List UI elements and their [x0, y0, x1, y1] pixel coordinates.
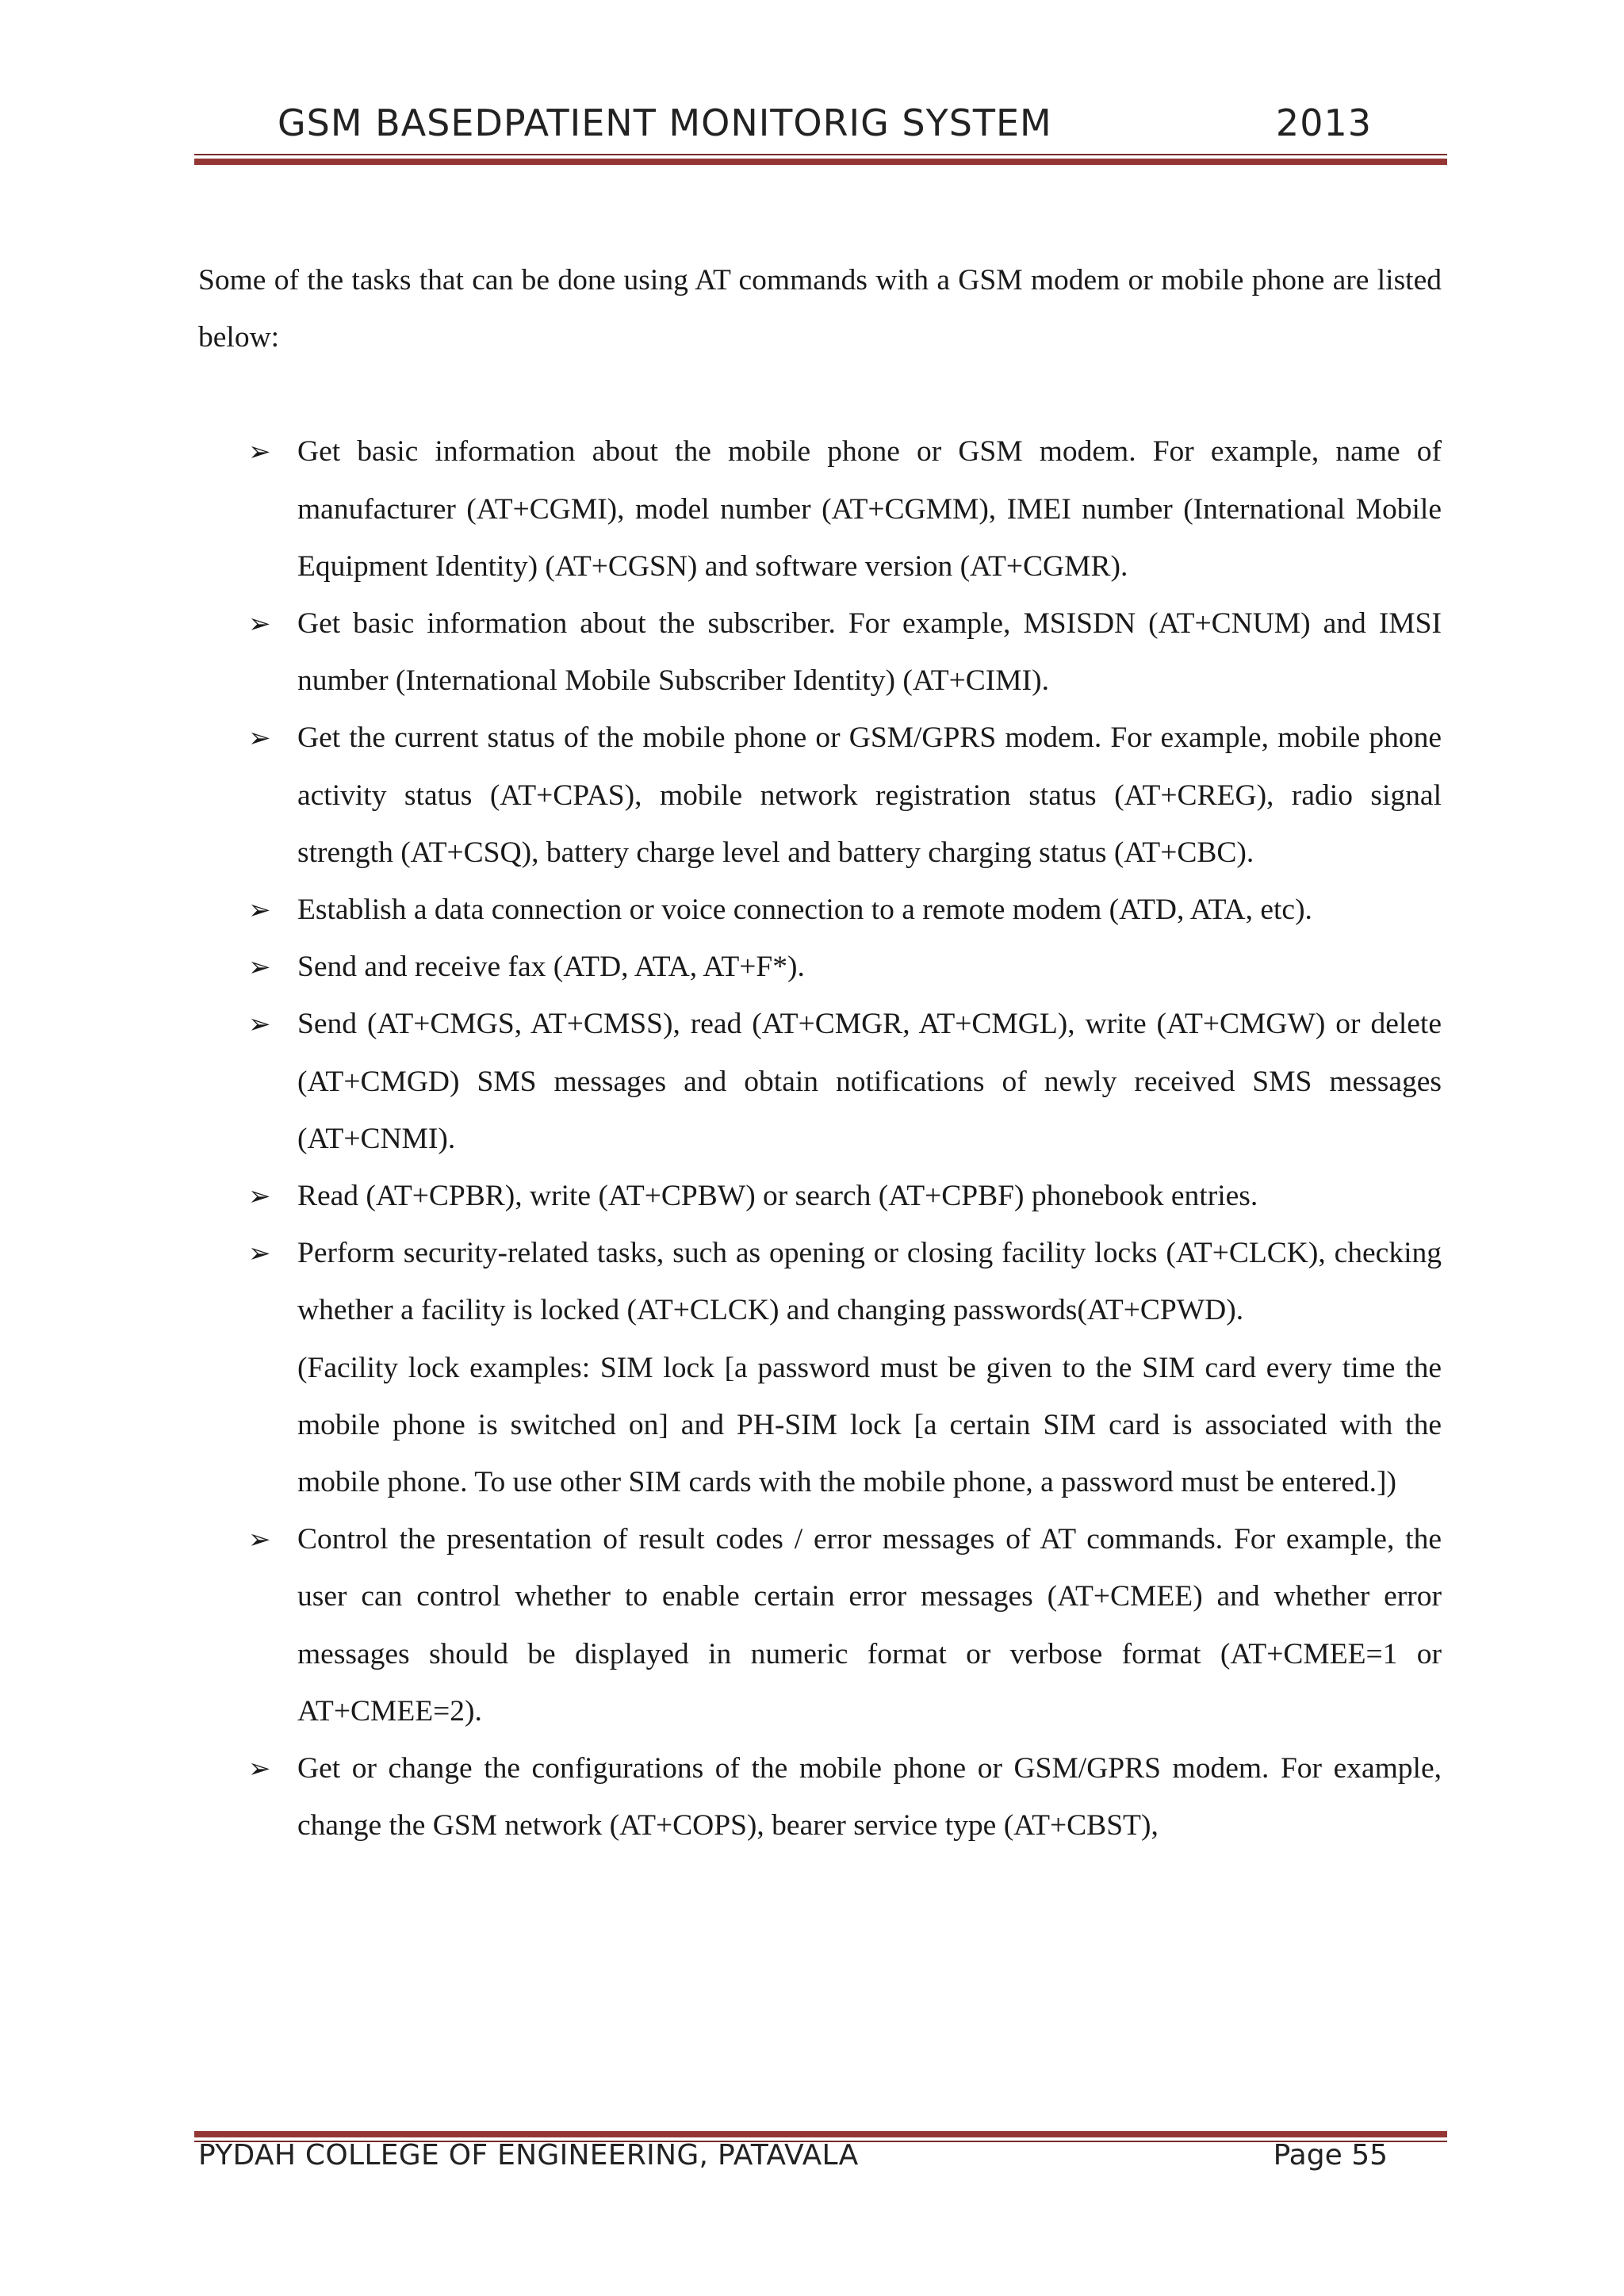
- document-year: 2013: [1275, 101, 1372, 144]
- arrow-bullet-icon: ➢: [248, 1524, 271, 1556]
- task-list: [198, 423, 1442, 1854]
- arrow-bullet-icon: ➢: [248, 894, 271, 927]
- list-item-note: (Facility lock examples: SIM lock [a password must be given to the SIM card every time the mobile phone is switched on] and PH-SIM lock [a certain SIM card is associated with the mobile phone. To use other SIM cards with the mobile phone, a password must be entered.]): [297, 1351, 1442, 1499]
- arrow-bullet-icon: ➢: [248, 436, 271, 469]
- list-item: [198, 882, 1442, 939]
- page-body: [198, 252, 1442, 1854]
- arrow-bullet-icon: ➢: [248, 608, 271, 641]
- header-rule: [194, 154, 1447, 165]
- list-item-text: Read (AT+CPBR), write (AT+CPBW) or search (AT+CPBF) phonebook entries.: [297, 1180, 1258, 1213]
- list-item-text: Get the current status of the mobile phone or GSM/GPRS modem. For example, mobile phone activity status (AT+CPAS), mobile network registration status (AT+CREG), radio signal strength (AT+CSQ), battery charge level and battery charging status (AT+CBC).: [297, 721, 1442, 869]
- arrow-bullet-icon: ➢: [248, 951, 271, 984]
- college-name: PYDAH COLLEGE OF ENGINEERING, PATAVALA: [198, 2139, 859, 2172]
- list-item-text: Get or change the configurations of the mobile phone or GSM/GPRS modem. For example, change the GSM network (AT+COPS), bearer service type (AT+CBST),: [297, 1752, 1442, 1843]
- document-title: GSM BASEDPATIENT MONITORIG SYSTEM: [278, 101, 1052, 144]
- list-item: [198, 939, 1442, 996]
- list-item-text: Perform security-related tasks, such as opening or closing facility locks (AT+CLCK), checking whether a facility is locked (AT+CLCK) and changing passwords(AT+CPWD).: [297, 1237, 1442, 1327]
- list-item: [198, 710, 1442, 882]
- page-header: [278, 94, 1372, 157]
- list-item-text: Control the presentation of result codes / error messages of AT commands. For example, the user can control whether to enable certain error messages (AT+CMEE) and whether error messages should be displayed in numeric format or verbose format (AT+CMEE=1 or AT+CMEE=2).: [297, 1523, 1442, 1728]
- page-footer: [198, 2139, 1388, 2187]
- list-item-text: Send and receive fax (ATD, ATA, AT+F*).: [297, 951, 805, 984]
- list-item: [198, 423, 1442, 595]
- page-number: Page 55: [1273, 2139, 1388, 2172]
- list-item-text: Get basic information about the mobile phone or GSM modem. For example, name of manufacturer (AT+CGMI), model number (AT+CGMM), IMEI number (International Mobile Equipment Identity) (AT+CGSN) and software version (AT+CGMR).: [297, 435, 1442, 583]
- arrow-bullet-icon: ➢: [248, 1753, 271, 1785]
- arrow-bullet-icon: ➢: [248, 1181, 271, 1213]
- list-item: [198, 1511, 1442, 1740]
- list-item-text: Establish a data connection or voice connection to a remote modem (ATD, ATA, etc).: [297, 894, 1312, 927]
- list-item-text: Get basic information about the subscriber. For example, MSISDN (AT+CNUM) and IMSI number (International Mobile Subscriber Identity) (AT+CIMI).: [297, 607, 1442, 698]
- arrow-bullet-icon: ➢: [248, 722, 271, 755]
- list-item: [198, 595, 1442, 710]
- arrow-bullet-icon: ➢: [248, 1008, 271, 1041]
- list-item: [198, 1225, 1442, 1511]
- list-item: [198, 996, 1442, 1168]
- intro-paragraph: Some of the tasks that can be done using AT commands with a GSM modem or mobile phone are listed below:: [198, 264, 1442, 354]
- list-item-text: Send (AT+CMGS, AT+CMSS), read (AT+CMGR, AT+CMGL), write (AT+CMGW) or delete (AT+CMGD) SMS messages and obtain notifications of newly received SMS messages (AT+CNMI).: [297, 1008, 1442, 1155]
- arrow-bullet-icon: ➢: [248, 1238, 271, 1270]
- list-item: [198, 1168, 1442, 1225]
- list-item: [198, 1740, 1442, 1854]
